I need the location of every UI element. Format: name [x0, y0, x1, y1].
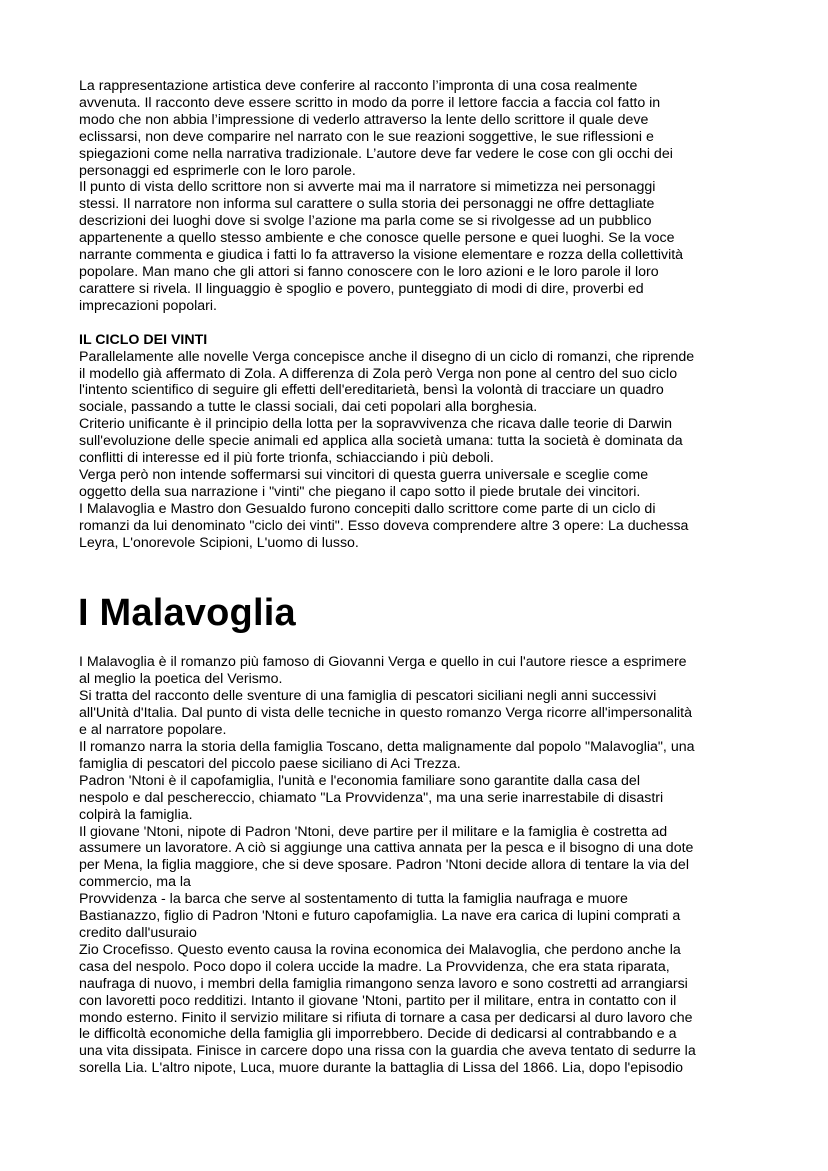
text-line: le difficoltà economiche della famiglia gli imporrebbero. Decide di dedicarsi al contrabbando e a: [79, 1026, 677, 1043]
text-line: il modello già affermato di Zola. A differenza di Zola però Verga non pone al centro del suo ciclo: [79, 365, 678, 382]
text-line: Parallelamente alle novelle Verga concepisce anche il disegno di un ciclo di romanzi, che riprende: [79, 348, 695, 365]
text-line: I Malavoglia e Mastro don Gesualdo furono concepiti dallo scrittore come parte di un ciclo di: [79, 500, 656, 517]
text-line: sociale, passando a tutte le classi sociali, dai ceti popolari alla borghesia.: [79, 399, 538, 416]
text-line: mondo esterno. Finito il servizio militare si rifiuta di tornare a casa per dedicarsi al duro lavoro che: [79, 1009, 693, 1026]
text-line: Padron 'Ntoni è il capofamiglia, l'unità e l'economia familiare sono garantite dalla casa del: [79, 772, 640, 789]
text-line: casa del nespolo. Poco dopo il colera uccide la madre. La Provvidenza, che era stata riparata,: [79, 958, 670, 975]
text-line: e al narratore popolare.: [79, 722, 227, 739]
text-line: stessi. Il narratore non informa sul carattere o sulla storia dei personaggi ne offre dettagliate: [79, 196, 655, 213]
text-line: commercio, ma la: [79, 874, 191, 891]
intro-paragraph: [79, 78, 755, 315]
text-line: Il romanzo narra la storia della famiglia Toscano, detta malignamente dal popolo "Malavoglia", una: [79, 739, 695, 755]
text-line: Si tratta del racconto delle sventure di una famiglia di pescatori siciliani negli anni successivi: [79, 688, 657, 705]
text-line: Criterio unificante è il principio della lotta per la sopravvivenza che ricava dalle teorie di Darwin: [79, 416, 673, 433]
text-line: spiegazioni come nella narrativa tradizionale. L’autore deve far vedere le cose con gli occhi dei: [79, 145, 673, 162]
text-line: modo che non abbia l’impressione di vederlo attraverso la lente dello scrittore il quale deve: [79, 111, 649, 128]
text-line: Zio Crocefisso. Questo evento causa la rovina economica dei Malavoglia, che perdono anche la: [79, 941, 681, 958]
text-line: avvenuta. Il racconto deve essere scritto in modo da porre il lettore faccia a faccia col fatto in: [79, 94, 661, 111]
text-line: Il punto di vista dello scrittore non si avverte mai ma il narratore si mimetizza nei personaggi: [79, 179, 656, 196]
text-line: credito dall'usuraio: [79, 924, 197, 941]
text-line: oggetto della sua narrazione i "vinti" che piegano il capo sotto il piede brutale dei vincitori.: [79, 483, 641, 500]
text-line: descrizioni dei luoghi dove si svolge l’azione ma parla come se si rivolgesse ad un pubblico: [79, 213, 652, 230]
text-line: all'Unità d'Italia. Dal punto di vista delle tecniche in questo romanzo Verga ricorre all'impersonalità: [79, 705, 692, 722]
text-line: assumere un lavoratore. A ciò si aggiunge una cattiva annata per la pesca e il bisogno di una dote: [79, 840, 694, 857]
text-line: per Mena, la figlia maggiore, che si deve sposare. Padron 'Ntoni decide allora di tentare la via del: [79, 857, 689, 874]
document-page: [79, 78, 755, 1077]
text-line: al meglio la poetica del Verismo.: [79, 671, 283, 688]
section-heading: IL CICLO DEI VINTI: [79, 331, 208, 348]
text-line: con lavoretti poco redditizi. Intanto il giovane 'Ntoni, partito per il militare, entra in contatto con il: [79, 992, 677, 1009]
text-line: sull'evoluzione delle specie animali ed applica alla società umana: tutta la società è dominata da: [79, 433, 683, 450]
text-line: conflitti di interesse ed il più forte trionfa, schiacciando i più deboli.: [79, 450, 494, 467]
text-line: Bastianazzo, figlio di Padron 'Ntoni e futuro capofamiglia. La nave era carica di lupini comprati a: [79, 908, 681, 925]
paragraph-gap: [79, 315, 755, 332]
text-line: sorella Lia. L'altro nipote, Luca, muore durante la battaglia di Lissa del 1866. Lia, dopo l'episodio: [79, 1060, 684, 1077]
text-line: l'intento scientifico di seguire gli effetti dell'ereditarietà, bensì la volontà di tracciare un quadro: [79, 382, 664, 399]
text-line: Provvidenza - la barca che serve al sostentamento di tutta la famiglia naufraga e muore: [79, 891, 628, 908]
chapter-title: I Malavoglia: [78, 592, 296, 635]
text-line: romanzi da lui denominato "ciclo dei vinti". Esso doveva comprendere altre 3 opere: La duchessa: [79, 517, 689, 534]
text-line: una vita dissipata. Finisce in carcere dopo una rissa con la guardia che aveva tentato di sedurre la: [79, 1043, 696, 1060]
text-line: popolare. Man mano che gli attori si fanno conoscere con le loro azioni e le loro parole il loro: [79, 263, 659, 280]
text-line: I Malavoglia è il romanzo più famoso di Giovanni Verga e quello in cui l'autore riesce a esprimere: [79, 654, 687, 671]
text-line: nespolo e dal peschereccio, chiamato "La Provvidenza", ma una serie inarrestabile di disastri: [79, 789, 664, 806]
text-line: colpirà la famiglia.: [79, 806, 193, 823]
text-line: eclissarsi, non deve comparire nel narrato con le sue reazioni soggettive, le sue riflessioni e: [79, 128, 654, 145]
ciclo-dei-vinti-section: [79, 332, 755, 552]
text-line: Verga però non intende soffermarsi sui vincitori di questa guerra universale e sceglie come: [79, 466, 649, 483]
text-line: Il giovane 'Ntoni, nipote di Padron 'Ntoni, deve partire per il militare e la famiglia è costretta ad: [79, 823, 668, 840]
malavoglia-section: [79, 654, 755, 1077]
text-line: naufraga di nuovo, i membri della famiglia rimangono senza lavoro e sono costretti ad arrangiarsi: [79, 975, 688, 992]
text-line: imprecazioni popolari.: [79, 297, 218, 314]
text-line: personaggi ed esprimerle con le loro parole.: [79, 162, 356, 179]
text-line: carattere si rivela. Il linguaggio è spoglio e povero, punteggiato di modi di dire, proverbi ed: [79, 280, 644, 297]
text-line: Leyra, L'onorevole Scipioni, L'uomo di lusso.: [79, 534, 359, 551]
text-line: La rappresentazione artistica deve conferire al racconto l’impronta di una cosa realmente: [79, 78, 638, 94]
text-line: appartenente a quello stesso ambiente e che conosce quelle persone e quei luoghi. Se la voce: [79, 230, 675, 247]
text-line: famiglia di pescatori del piccolo paese siciliano di Aci Trezza.: [79, 755, 461, 772]
text-line: narrante commenta e giudica i fatti lo fa attraverso la visione elementare e rozza della collettività: [79, 247, 684, 264]
